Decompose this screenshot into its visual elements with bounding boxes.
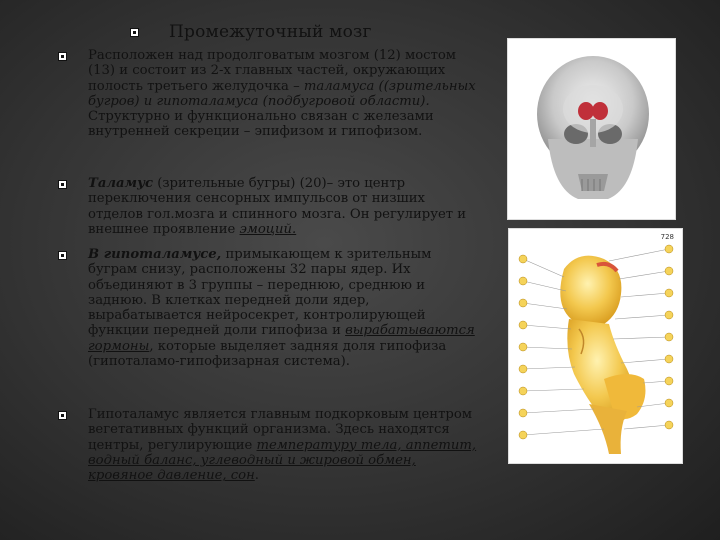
paragraph-1	[58, 48, 478, 171]
p1-seg1: таламуса ((зрительных бугров) и гипоталамуса (подбугровой области).	[88, 78, 476, 109]
bullet-icon	[58, 180, 67, 189]
bullet-icon	[58, 251, 67, 260]
skull-brain-image	[507, 38, 676, 220]
brainstem-diagram-image	[508, 228, 683, 464]
p3-seg1: примыкающем к зрительным буграм снизу, расположены 32 пары ядер. Их объединяют в 3 группы – переднюю, среднюю и заднюю. В клетках передней доли ядер, вырабатывается нейросекрет, контролирующей функции передней доли гипофиза и	[88, 247, 432, 339]
bullet-icon	[58, 411, 67, 420]
bullet-icon	[130, 28, 139, 37]
bullet-icon	[58, 52, 67, 61]
paragraph-4	[58, 407, 478, 483]
paragraph-3	[58, 247, 478, 403]
body-text	[58, 48, 478, 483]
skull-illustration	[508, 39, 675, 219]
p2-seg2: эмоций.	[239, 221, 297, 237]
p2-seg0: Таламус	[88, 176, 154, 191]
p3-seg2: вырабатываются гормоны	[88, 323, 475, 354]
p4-seg1: температуру тела, аппетит, водный баланс, углеводный и жировой обмен, кровяное давление, сон	[88, 437, 477, 484]
p1-seg2: Структурно и функционально связан с железами внутренней секреции – эпифизом и гипофизом.	[88, 109, 434, 140]
brainstem-illustration	[509, 229, 682, 463]
title-row	[130, 22, 372, 42]
slide-title: Промежуточный мозг	[169, 22, 372, 42]
p4-seg2: .	[254, 468, 259, 484]
paragraph-2	[58, 176, 478, 246]
p4-seg0: Гипоталамус является главным подкорковым центром вегетативных функций организма. Здесь находятся центры, регулирующие	[88, 407, 473, 453]
p3-seg0: В гипоталамусе,	[88, 247, 222, 262]
p2-seg1: (зрительные бугры) (20)– это центр переключения сенсорных импульсов от низших отделов гол.мозга и спинного мозга. Он регулирует и внешнее проявление	[88, 176, 467, 237]
figure-number: 728	[660, 233, 674, 241]
p1-seg0: Расположен над продолговатым мозгом (12) мостом (13) и состоит из 2-х главных частей, окружающих полость третьего желудочка –	[88, 48, 457, 94]
p3-seg3: , которые выделяет задняя доля гипофиза (гипоталамо-гипофизарная система).	[88, 338, 447, 370]
